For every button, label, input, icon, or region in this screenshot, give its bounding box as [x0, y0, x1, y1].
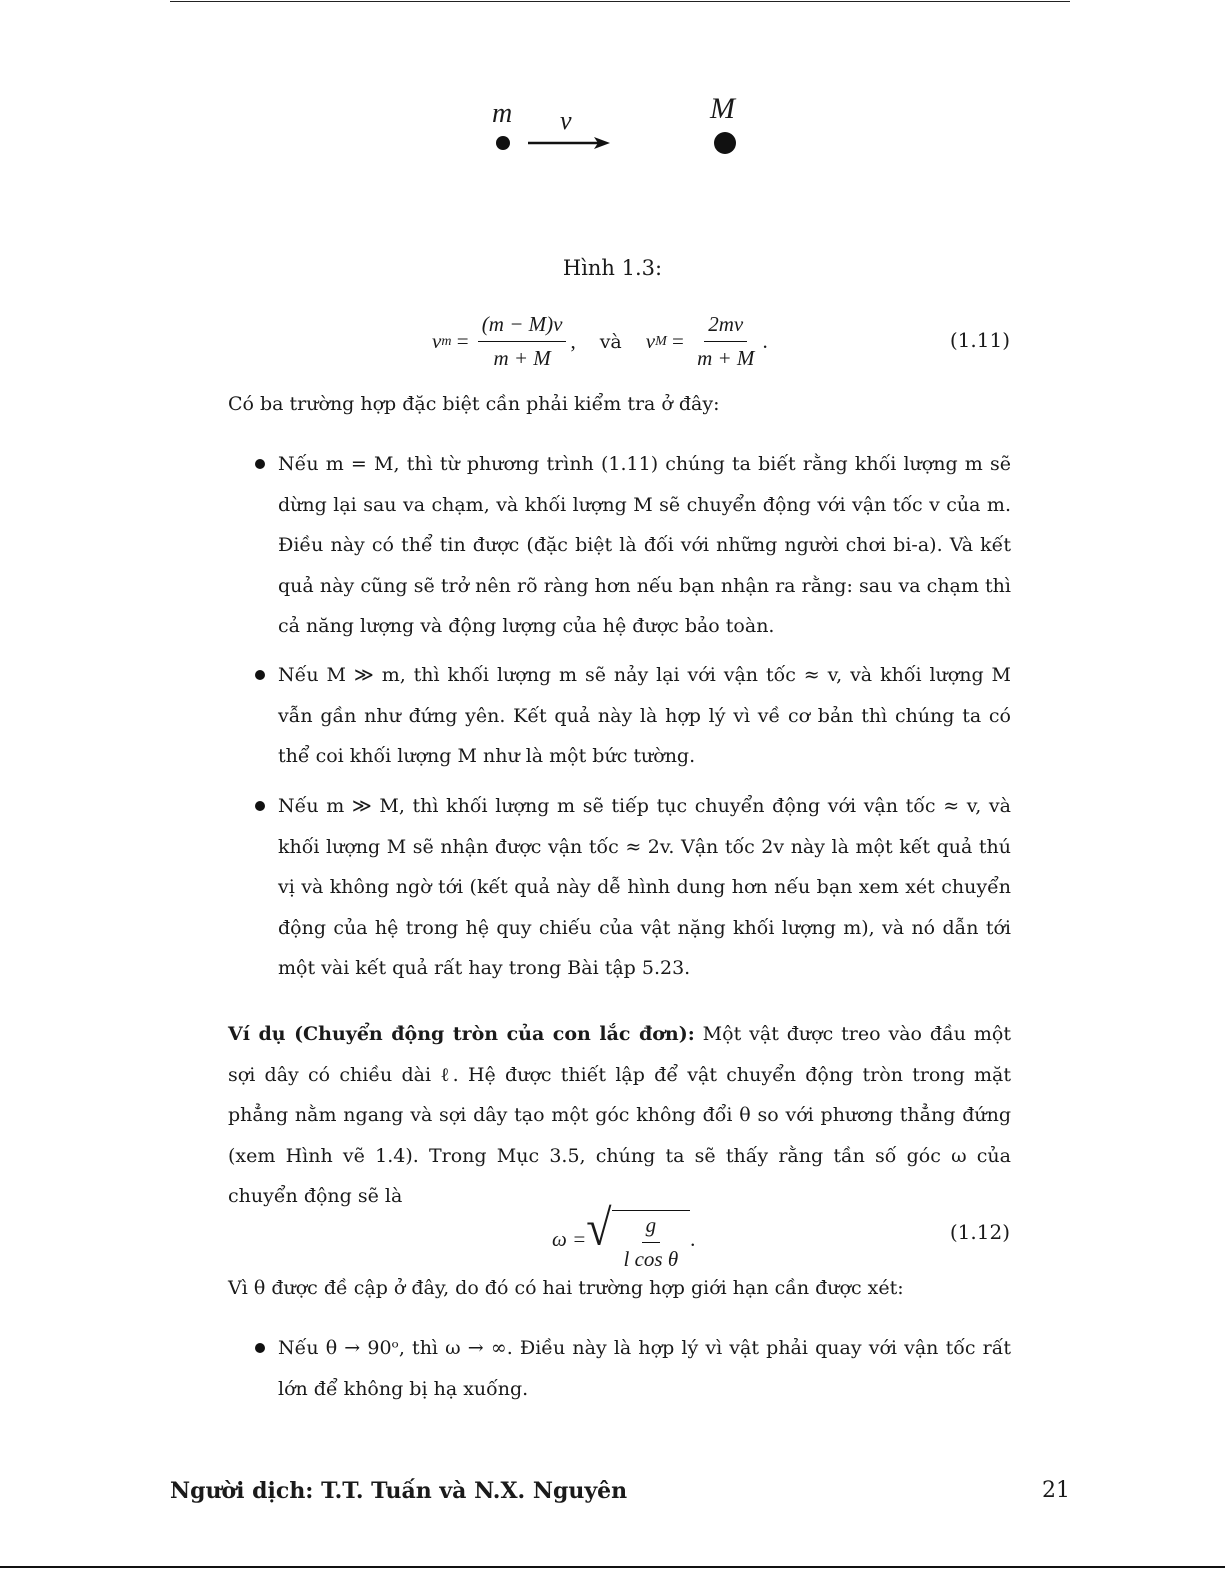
translator-credit: Người dịch: T.T. Tuấn và N.X. Nguyên	[170, 1478, 628, 1504]
page-number: 21	[1042, 1478, 1070, 1503]
top-rule	[170, 1, 1070, 2]
bullet-dot	[255, 670, 265, 680]
fraction-vM	[693, 312, 758, 371]
eq-lhs-omega: ω =	[552, 1226, 587, 1251]
mass-M-label: M	[710, 92, 735, 125]
square-root: √ $\frac{g}{\text{l cos θ}}$	[586, 1206, 690, 1272]
equation-1-11: v m = $\frac{(m - M)v}{m + M}$ , và v M = $\frac{2mv}{m + M}$ . (1.11)	[432, 312, 1010, 370]
fraction-vm-denominator: m + M	[493, 346, 551, 370]
list-item: Nếu m ≫ M, thì khối lượng m sẽ tiếp tục chuyển động với vận tốc ≈ v, và khối lượng M sẽ nhận được vận tốc ≈ 2v. Vận tốc 2v này là một kết quả thú vị và không ngờ tới (kết quả này dễ hình dung hơn nếu bạn xem xét chuyển động của hệ trong hệ quy chiếu của vật nặng khối lượng m), và nó dẫn tới một vài kết quả rất hay trong Bài tập 5.23.	[278, 795, 1011, 979]
example-title: Ví dụ (Chuyển động tròn của con lắc đơn):	[228, 1023, 695, 1045]
example-paragraph	[228, 1014, 1011, 1217]
bullet-dot	[255, 1343, 265, 1353]
list-item: Nếu θ → 90ᵒ, thì ω → ∞. Điều này là hợp lý vì vật phải quay với vận tốc rất lớn để không bị hạ xuống.	[278, 1337, 1011, 1400]
large-mass-dot	[714, 132, 736, 154]
mass-m-label: m	[492, 98, 513, 129]
eq-conjunction: và	[599, 330, 622, 353]
list-item: Nếu M ≫ m, thì khối lượng m sẽ nảy lại với vận tốc ≈ v, và khối lượng M vẫn gần như đứng yên. Kết quả này là hợp lý vì về cơ bản thì chúng ta có thể coi khối lượng M như là một bức tường.	[278, 664, 1011, 767]
equation-1-12: ω = √ $\frac{g}{\text{l cos θ}}$ . (1.12)	[552, 1199, 1010, 1271]
eq-lhs-vM: v	[645, 329, 656, 353]
list-item: Nếu m = M, thì từ phương trình (1.11) chúng ta biết rằng khối lượng m sẽ dừng lại sau va chạm, và khối lượng M sẽ chuyển động với vận tốc v của m. Điều này có thể tin được (đặc biệt là đối với những người chơi bi-a). Và kết quả này cũng sẽ trở nên rõ ràng hơn nếu bạn nhận ra rằng: sau va chạm thì cả năng lượng và động lượng của hệ được bảo toàn.	[278, 453, 1011, 637]
velocity-arrow-icon	[528, 134, 610, 152]
fraction-omega	[620, 1213, 683, 1272]
fraction-vM-numerator: 2mv	[704, 312, 747, 342]
eq-lhs-vm: v	[432, 329, 442, 353]
small-mass-dot	[496, 136, 510, 150]
equation-number: (1.12)	[949, 1220, 1010, 1244]
fraction-omega-denominator: l cos θ	[623, 1247, 679, 1271]
velocity-label: v	[560, 106, 572, 135]
example-text: Một vật được treo vào đầu một sợi dây có chiều dài ℓ. Hệ được thiết lập để vật chuyển động tròn trong mặt phẳng nằm ngang và sợi dây tạo một góc không đổi θ so với phương thẳng đứng (xem Hình vẽ 1.4). Trong Mục 3.5, chúng ta sẽ thấy rằng tần số góc ω của chuyển động sẽ là	[228, 1023, 1011, 1207]
intro-paragraph: Có ba trường hợp đặc biệt cần phải kiểm tra ở đây:	[228, 393, 720, 415]
figure-caption: Hình 1.3:	[562, 256, 663, 280]
bullet-dot	[255, 801, 265, 811]
eq-lhs-vM-sub: M	[655, 333, 667, 349]
fraction-vM-denominator: m + M	[697, 346, 755, 370]
eq-lhs-vm-sub: m	[441, 333, 452, 349]
bullet-dot	[255, 459, 265, 469]
equation-number: (1.11)	[949, 328, 1010, 352]
fraction-omega-numerator: g	[642, 1213, 661, 1243]
fraction-vm-numerator: (m − M)v	[478, 312, 567, 342]
bottom-rule	[0, 1566, 1225, 1568]
after-equation-paragraph: Vì θ được đề cập ở đây, do đó có hai trường hợp giới hạn cần được xét:	[228, 1277, 904, 1299]
collision-figure	[470, 90, 770, 170]
fraction-vm	[478, 312, 567, 371]
